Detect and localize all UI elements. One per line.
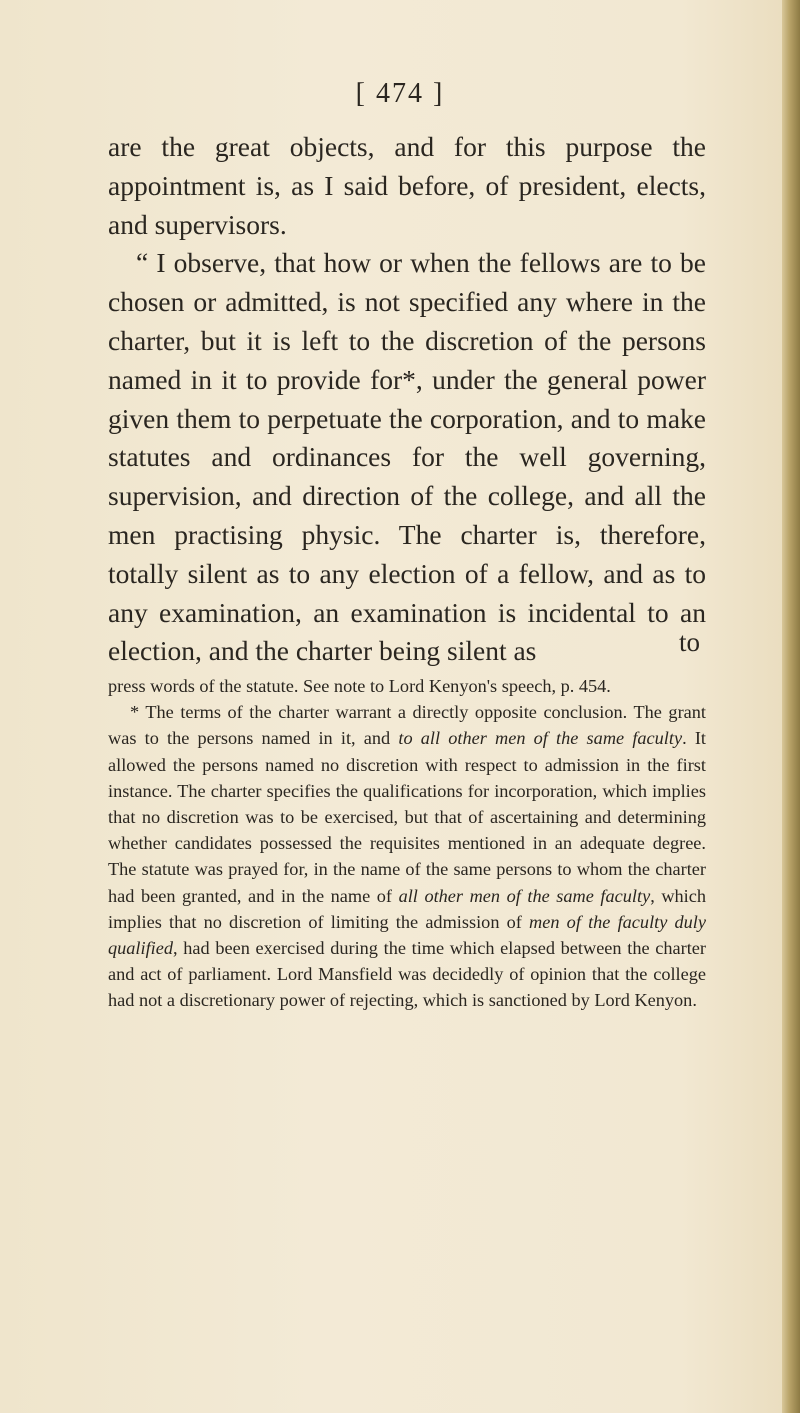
footnote-star-text-a: * The terms of the charter warrant a directly opposite conclusion. The grant was to the persons named in it, and <box>108 702 706 749</box>
footnotes <box>108 673 706 1014</box>
page-number: [ 474 ] <box>355 78 445 109</box>
page-binding-edge <box>782 0 800 1413</box>
footnote-star <box>108 699 706 1013</box>
footnote-star-italic-3: men of the faculty duly qualified <box>108 911 706 959</box>
main-text <box>108 128 706 671</box>
footnote-star-text-d: , had been exercised during the time which elapsed between the charter and act of parliament. Lord Mansfield was decidedly of opinion that the college had not a discretionary power of rejecting, which is sanctioned by Lord Kenyon. <box>108 938 706 1011</box>
paragraph-2: “ I observe, that how or when the fellows are to be chosen or admitted, is not specified any where in the charter, but it is left to the discretion of the persons named in it to provide for*, under the general power given them to perpetuate the corporation, and to make statutes and ordinances for the well governing, supervision, and direction of the college, and all the men practising physic. The charter is, therefore, totally silent as to any election of a fellow, and as to any examination, an examination is incidental to an election, and the charter being silent as <box>108 247 706 667</box>
footnote-continued: press words of the statute. See note to Lord Kenyon's speech, p. 454. <box>108 676 611 696</box>
footnote-star-text-c: , which implies that no discretion of limiting the admission of <box>108 885 706 932</box>
footnote-star-text-b: . It allowed the persons named no discretion with respect to admission in the first instance. The charter specifies the qualifications for incorporation, which implies that no discretion was to be exercised, but that of ascertaining and determining whether candidates possessed the requisites mentioned in an adequate degree. The statute was prayed for, in the name of the same persons to whom the charter had been granted, and in the name of <box>108 728 706 906</box>
catchword: to <box>678 627 700 657</box>
footnote-star-italic-1: to all other men of the same faculty <box>398 728 683 749</box>
paragraph-1: are the great objects, and for this purpose the appointment is, as I said before, of president, elects, and supervisors. <box>108 131 706 240</box>
footnote-star-italic-2: all other men of the same faculty <box>398 885 651 906</box>
